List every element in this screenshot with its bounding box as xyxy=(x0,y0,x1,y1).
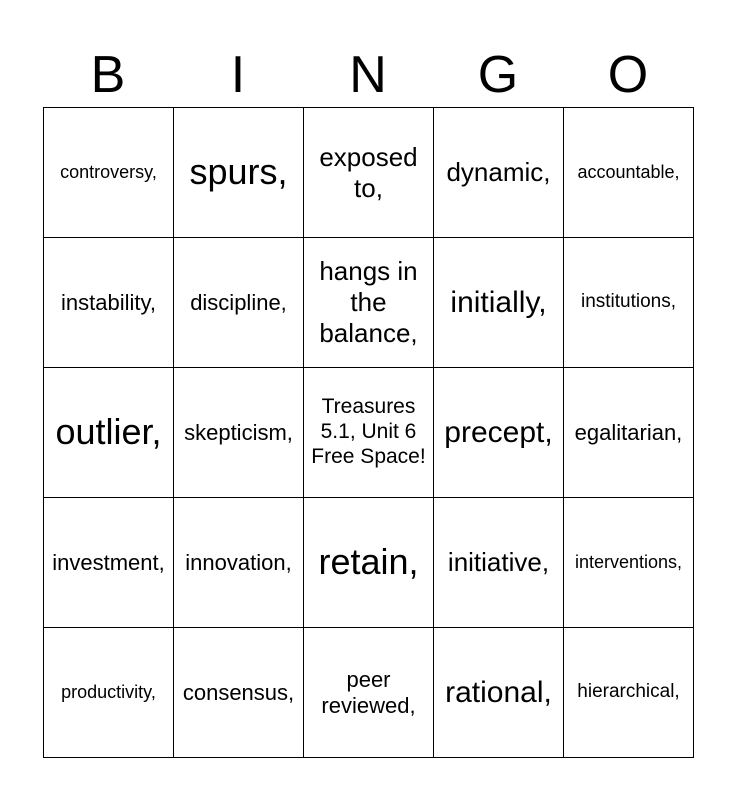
bingo-row-2 xyxy=(44,238,694,368)
header-letter-o: O xyxy=(607,46,649,104)
bingo-row-5 xyxy=(44,628,694,758)
bingo-card xyxy=(43,107,694,758)
bingo-cell-r2-c3: hangs in the balance, xyxy=(304,238,434,368)
bingo-cell-r4-c3: retain, xyxy=(304,498,434,628)
free-space-cell: Treasures 5.1, Unit 6 Free Space! xyxy=(304,368,434,498)
bingo-cell-r5-c3: peer reviewed, xyxy=(304,628,434,758)
bingo-row-3 xyxy=(44,368,694,498)
bingo-cell-r4-c2: innovation, xyxy=(174,498,304,628)
bingo-cell-r1-c2: spurs, xyxy=(174,108,304,238)
bingo-cell-r2-c4: initially, xyxy=(434,238,564,368)
bingo-cell-r1-c3: exposed to, xyxy=(304,108,434,238)
bingo-cell-r2-c1: instability, xyxy=(44,238,174,368)
header-letter-g: G xyxy=(477,46,519,104)
bingo-cell-r1-c5: accountable, xyxy=(564,108,694,238)
bingo-cell-r3-c5: egalitarian, xyxy=(564,368,694,498)
bingo-cell-r1-c4: dynamic, xyxy=(434,108,564,238)
header-letter-n: N xyxy=(349,46,387,104)
bingo-cell-r2-c2: discipline, xyxy=(174,238,304,368)
bingo-cell-r4-c5: interventions, xyxy=(564,498,694,628)
bingo-cell-r2-c5: institutions, xyxy=(564,238,694,368)
bingo-row-1 xyxy=(44,108,694,238)
bingo-cell-r5-c1: productivity, xyxy=(44,628,174,758)
bingo-cell-r5-c4: rational, xyxy=(434,628,564,758)
bingo-row-4 xyxy=(44,498,694,628)
bingo-header xyxy=(43,40,693,108)
bingo-cell-r4-c4: initiative, xyxy=(434,498,564,628)
bingo-cell-r3-c4: precept, xyxy=(434,368,564,498)
header-letter-b: B xyxy=(90,46,126,104)
bingo-cell-r4-c1: investment, xyxy=(44,498,174,628)
bingo-cell-r5-c2: consensus, xyxy=(174,628,304,758)
bingo-cell-r5-c5: hierarchical, xyxy=(564,628,694,758)
bingo-cell-r1-c1: controversy, xyxy=(44,108,174,238)
header-letter-i: I xyxy=(230,46,246,104)
bingo-cell-r3-c1: outlier, xyxy=(44,368,174,498)
bingo-cell-r3-c2: skepticism, xyxy=(174,368,304,498)
